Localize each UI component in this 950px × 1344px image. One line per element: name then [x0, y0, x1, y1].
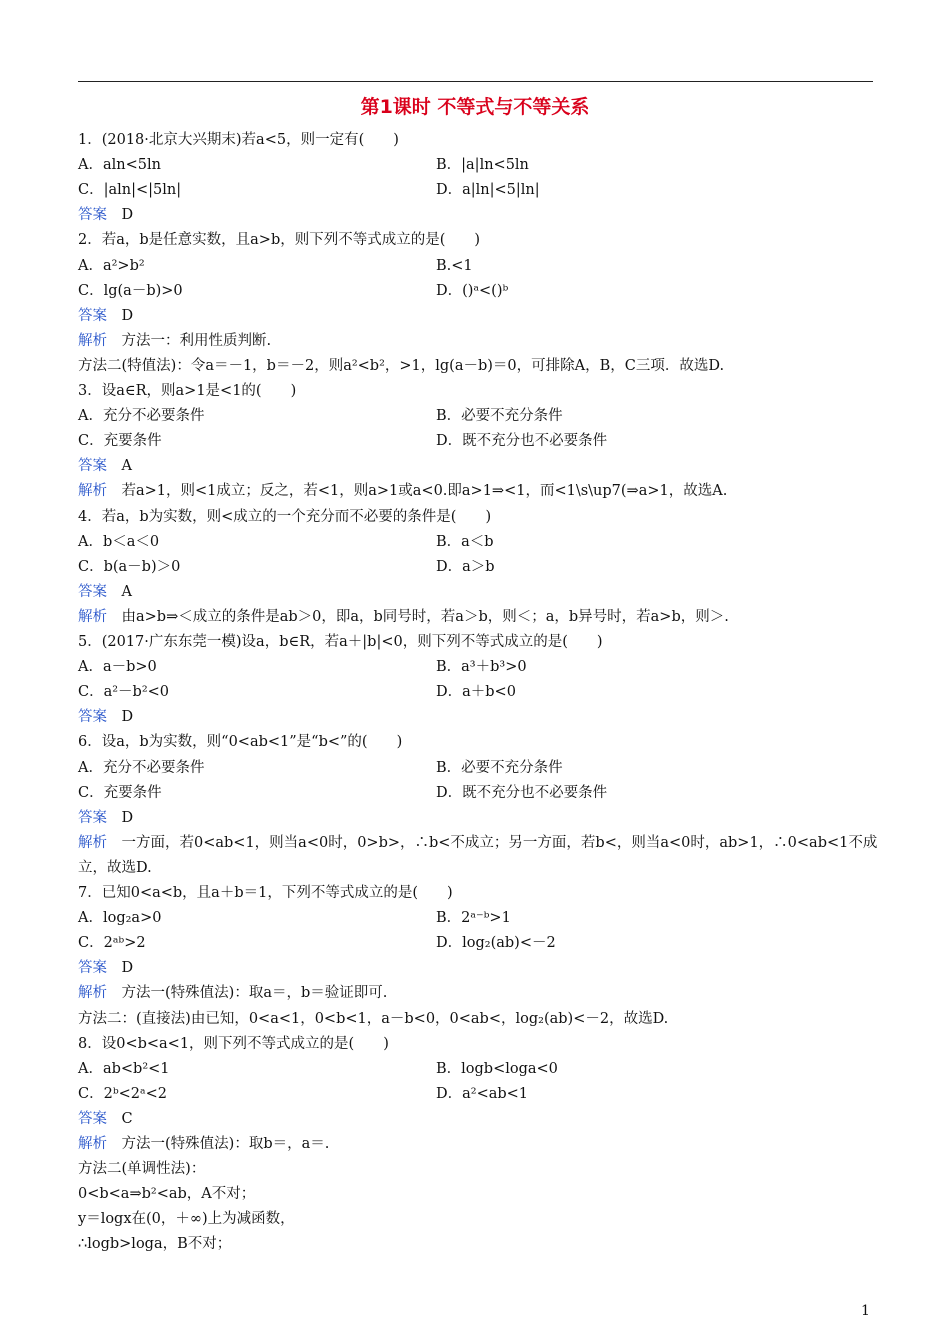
answer-label: 答案 — [78, 810, 107, 826]
page-title: 第1课时 不等式与不等关系 — [360, 96, 590, 118]
answer-line — [78, 206, 133, 224]
option-left: C．2ᵇ<2ᵃ<2 — [78, 1086, 167, 1102]
answer-label: 答案 — [78, 308, 107, 324]
answer-value: A — [121, 458, 132, 474]
option-right: B．logb<loga<0 — [436, 1061, 558, 1077]
answer-line — [78, 959, 133, 977]
text-line: 7．已知0<a<b，且a＋b＝1，下列不等式成立的是( ) — [78, 885, 453, 901]
option-left: A．log₂a>0 — [78, 910, 162, 926]
option-right: D．log₂(ab)<－2 — [436, 935, 556, 951]
answer-line — [78, 1110, 133, 1128]
analysis-line — [78, 608, 729, 626]
answer-line — [78, 708, 133, 726]
text-line: 4．若a，b为实数，则<成立的一个充分而不必要的条件是( ) — [78, 509, 492, 525]
answer-line — [78, 583, 132, 601]
text-line: 8．设0<b<a<1，则下列不等式成立的是( ) — [78, 1036, 389, 1052]
option-right: D．()ᵃ<()ᵇ — [436, 283, 509, 299]
option-right: D．a|ln|<5|ln| — [436, 182, 540, 198]
answer-value: A — [121, 584, 132, 600]
option-right: B.<1 — [436, 258, 473, 274]
analysis-label: 解析 — [78, 835, 107, 851]
answer-value: D — [121, 810, 134, 826]
answer-line — [78, 307, 133, 325]
option-left: C．a²－b²<0 — [78, 684, 170, 700]
answer-label: 答案 — [78, 709, 107, 725]
answer-line — [78, 809, 133, 827]
analysis-label: 解析 — [78, 985, 107, 1001]
answer-value: D — [121, 207, 134, 223]
text-line: 6．设a，b为实数，则“0<ab<1”是“b<”的( ) — [78, 734, 403, 750]
option-left: A．ab<b²<1 — [78, 1061, 170, 1077]
option-right: B．必要不充分条件 — [436, 760, 563, 776]
analysis-label: 解析 — [78, 1136, 107, 1152]
text-line: 5．(2017·广东东莞一模)设a，b∈R，若a＋|b|<0，则下列不等式成立的是( ) — [78, 634, 603, 650]
option-right: B．a＜b — [436, 534, 494, 550]
option-right: B．必要不充分条件 — [436, 408, 563, 424]
option-right: D．既不充分也不必要条件 — [436, 433, 608, 449]
answer-label: 答案 — [78, 1111, 107, 1127]
option-left: A．aln<5ln — [78, 157, 161, 173]
option-left: C．b(a－b)＞0 — [78, 559, 181, 575]
answer-value: D — [121, 709, 134, 725]
analysis-label: 解析 — [78, 609, 107, 625]
analysis-label: 解析 — [78, 483, 107, 499]
option-left: C．|aln|<|5ln| — [78, 182, 182, 198]
text-line: 2．若a，b是任意实数，且a>b，则下列不等式成立的是( ) — [78, 232, 481, 248]
answer-value: D — [121, 308, 134, 324]
text-line: 立，故选D. — [78, 860, 152, 876]
option-right: D．既不充分也不必要条件 — [436, 785, 608, 801]
answer-value: D — [121, 960, 134, 976]
option-right: D．a＋b<0 — [436, 684, 516, 700]
option-left: C．lg(a－b)>0 — [78, 283, 183, 299]
header-rule — [78, 81, 873, 82]
answer-label: 答案 — [78, 960, 107, 976]
analysis-line — [78, 1135, 329, 1153]
page-number: 1 — [861, 1303, 870, 1319]
analysis-line — [78, 332, 271, 350]
option-left: A．a－b>0 — [78, 659, 157, 675]
analysis-text: 一方面，若0<ab<1，则当a<0时，0>b>，∴b<不成立；另一方面，若b<，则当a<0时，ab>1，∴0<ab<1不成 — [121, 835, 878, 851]
option-left: C．充要条件 — [78, 785, 162, 801]
option-right: B．2ᵃ⁻ᵇ>1 — [436, 910, 511, 926]
option-left: A．充分不必要条件 — [78, 408, 205, 424]
answer-line — [78, 457, 132, 475]
option-right: B．a³＋b³>0 — [436, 659, 527, 675]
text-line: 1．(2018·北京大兴期末)若a<5，则一定有( ) — [78, 132, 399, 148]
text-line: 0<b<a⇒b²<ab，A不对； — [78, 1186, 256, 1202]
option-left: A．a²>b² — [78, 258, 145, 274]
option-left: C．充要条件 — [78, 433, 162, 449]
analysis-text: 方法一(特殊值法)：取a＝，b＝验证即可. — [121, 985, 388, 1001]
analysis-label: 解析 — [78, 333, 107, 349]
option-left: A．b＜a＜0 — [78, 534, 160, 550]
option-right: D．a＞b — [436, 559, 495, 575]
option-right: B．|a|ln<5ln — [436, 157, 529, 173]
option-left: A．充分不必要条件 — [78, 760, 205, 776]
option-left: C．2ᵃᵇ>2 — [78, 935, 146, 951]
answer-label: 答案 — [78, 584, 107, 600]
answer-label: 答案 — [78, 207, 107, 223]
analysis-text: 方法一(特殊值法)：取b＝，a＝. — [121, 1136, 330, 1152]
analysis-text: 由a>b⇒＜成立的条件是ab＞0，即a，b同号时，若a＞b，则＜；a，b异号时，若a>b，则＞. — [121, 609, 729, 625]
analysis-line — [78, 482, 727, 500]
analysis-line — [78, 834, 877, 852]
text-line: y＝logx在(0，＋∞)上为减函数， — [78, 1211, 295, 1227]
text-line: 方法二(特值法)：令a＝－1，b＝－2，则a²<b²，>1，lg(a－b)＝0，可排除A，B，C三项．故选D. — [78, 358, 725, 374]
text-line: 方法二(单调性法)： — [78, 1161, 206, 1177]
answer-label: 答案 — [78, 458, 107, 474]
analysis-text: 方法一：利用性质判断. — [121, 333, 272, 349]
analysis-line — [78, 984, 387, 1002]
option-right: D．a²<ab<1 — [436, 1086, 529, 1102]
answer-value: C — [121, 1111, 133, 1127]
text-line: ∴logb>loga，B不对； — [78, 1236, 232, 1252]
analysis-text: 若a>1，则<1成立；反之，若<1，则a>1或a<0.即a>1⇒<1，而<1\s\up7(⇒a>1，故选A. — [121, 483, 728, 499]
text-line: 方法二：(直接法)由已知，0<a<1，0<b<1，a－b<0，0<ab<，log₂(ab)<－2，故选D. — [78, 1011, 669, 1027]
text-line: 3．设a∈R，则a>1是<1的( ) — [78, 383, 297, 399]
